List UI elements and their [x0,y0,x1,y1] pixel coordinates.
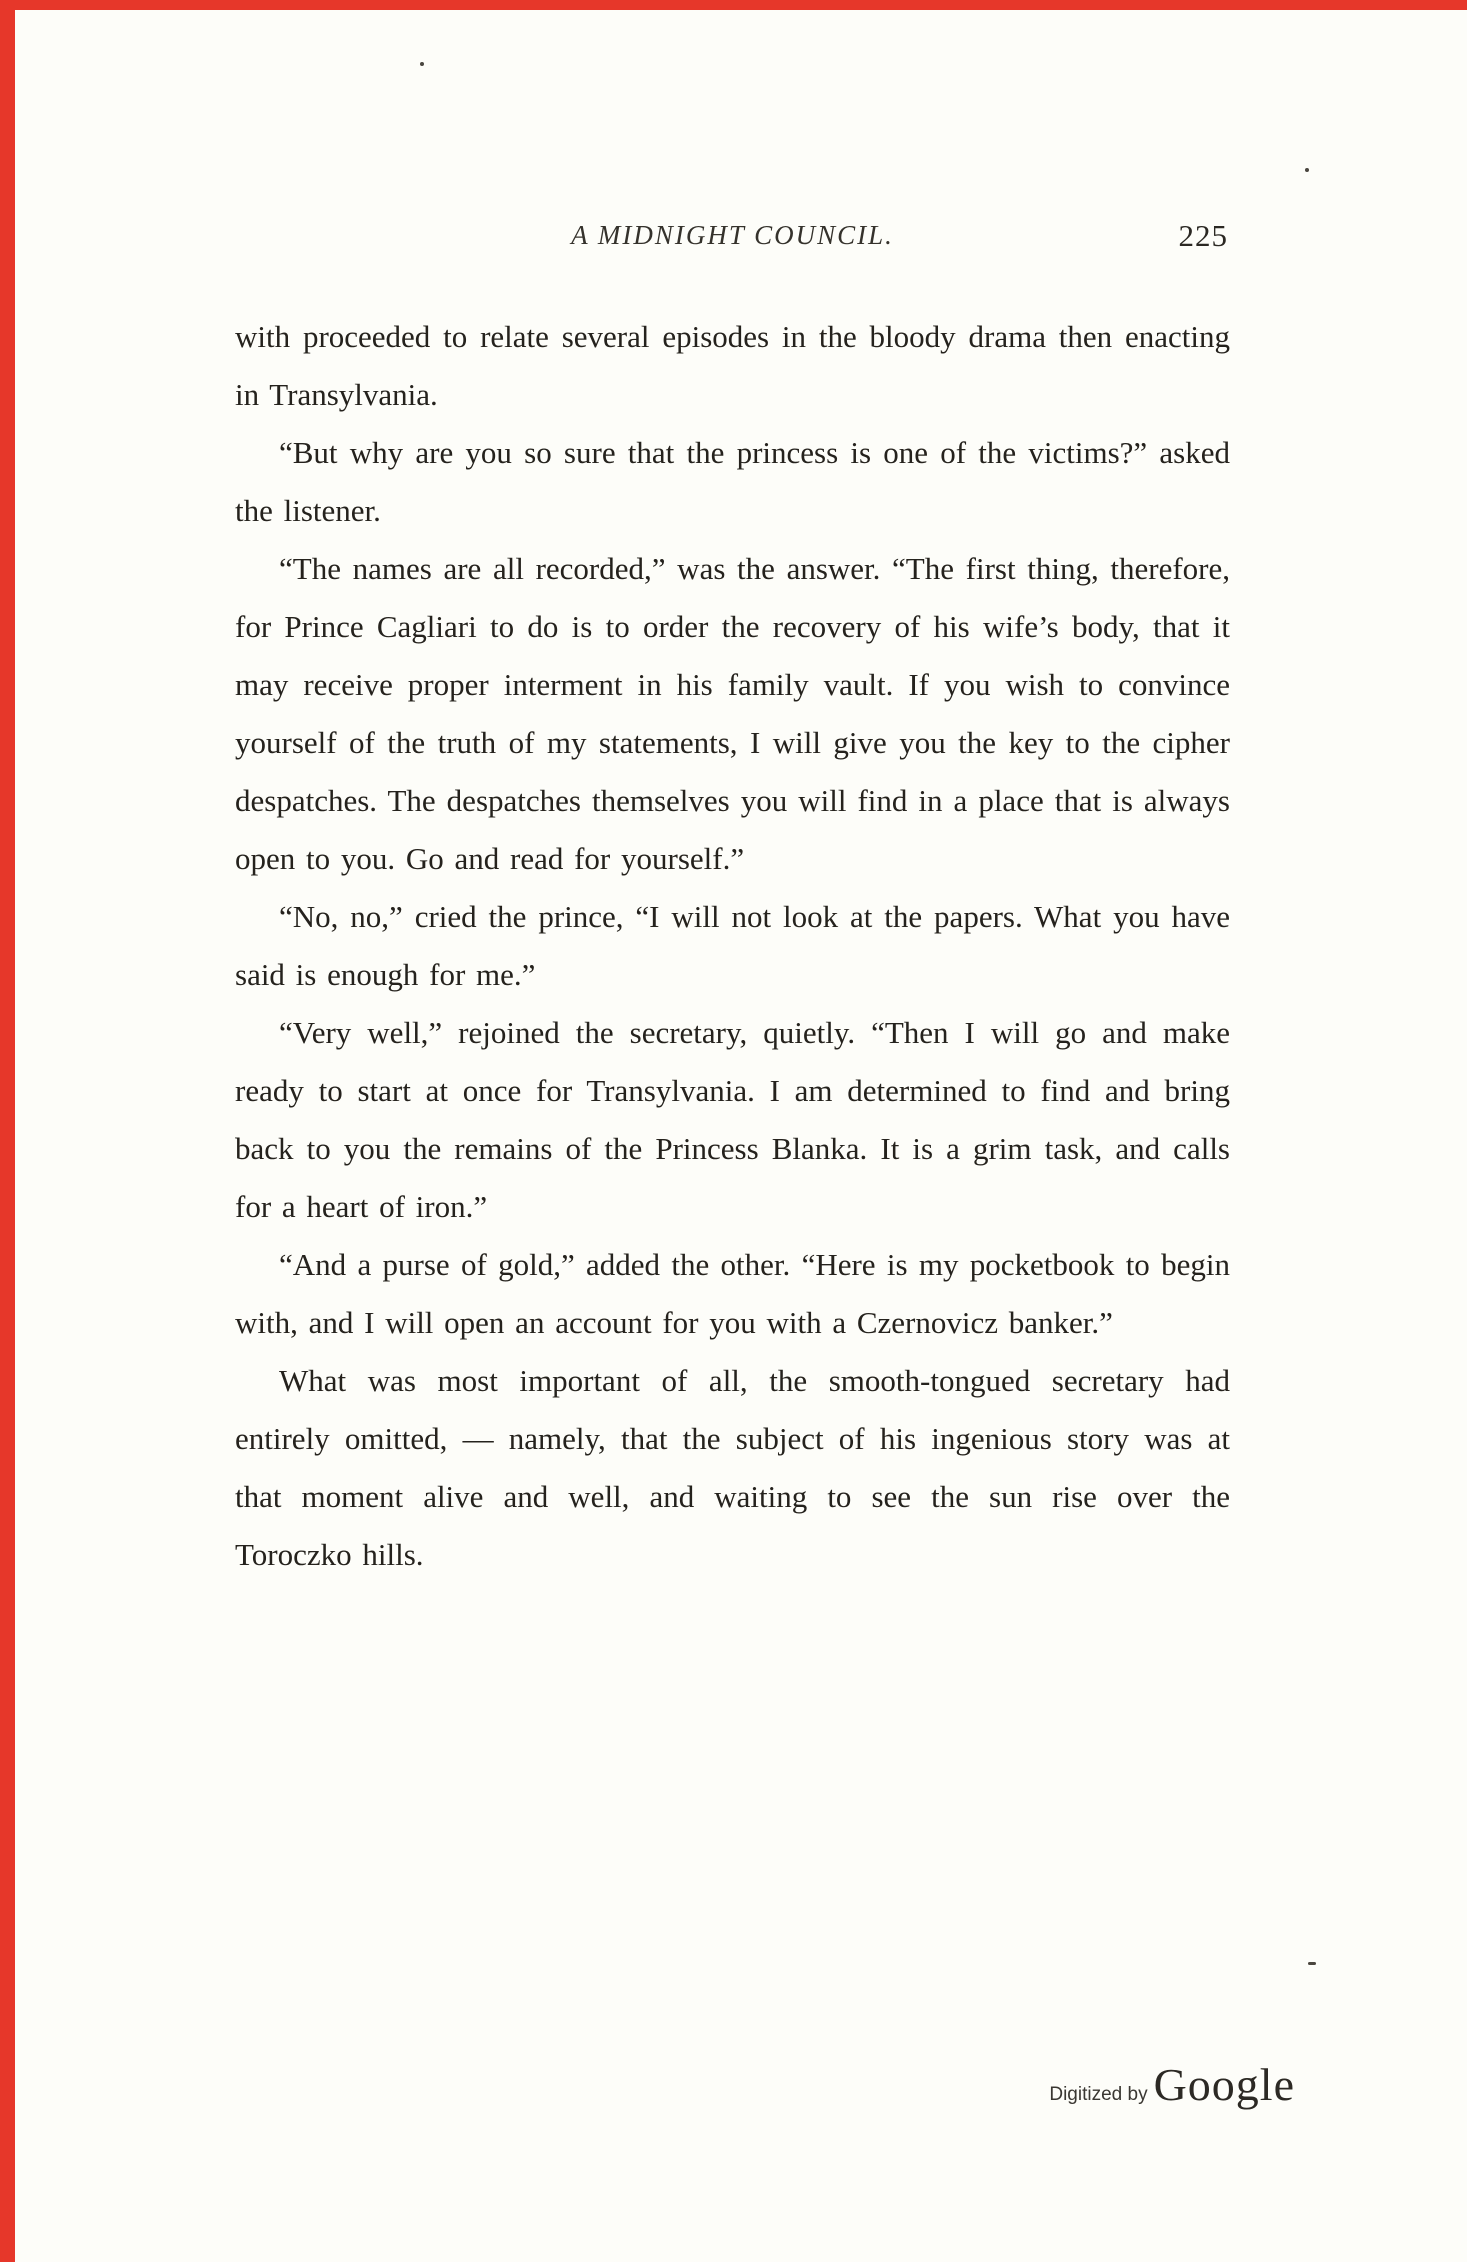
paragraph: with proceeded to relate several episodes in the bloody drama then enacting in Transylvania. [235,319,1230,412]
digitized-by-label: Digitized by [1049,2084,1148,2105]
google-logo: Google [1153,2059,1295,2110]
paragraph: “No, no,” cried the prince, “I will not look at the papers. What you have said is enough for me.” [235,899,1230,992]
scan-speck [1305,168,1309,172]
page-number: 225 [1178,218,1228,253]
running-header [235,220,1230,266]
scan-edge-top [0,0,1467,10]
digitized-footer [1049,2058,1295,2111]
paragraph: What was most important of all, the smooth-tongued secretary had entirely omitted, — namely, that the subject of his ingenious story was at that moment alive and well, and waiting to see the sun rise over the Toroczko hills. [235,1363,1230,1572]
scan-speck [420,62,424,66]
scan-edge-left [0,0,15,2262]
paragraph: “And a purse of gold,” added the other. “Here is my pocketbook to begin with, and I will open an account for you with a Czernovicz banker.” [235,1247,1230,1340]
paragraph: “The names are all recorded,” was the answer. “The first thing, therefore, for Prince Cagliari to do is to order the recovery of his wife’s body, that it may receive proper interment in his family vault. If you wish to convince yourself of the truth of my statements, I will give you the key to the cipher despatches. The despatches themselves you will find in a place that is always open to you. Go and read for yourself.” [235,551,1230,876]
scan-speck [1308,1962,1316,1965]
page-content [235,220,1230,1584]
paragraph: “Very well,” rejoined the secretary, quietly. “Then I will go and make ready to start at once for Transylvania. I am determined to find and bring back to you the remains of the Princess Blanka. It is a grim task, and calls for a heart of iron.” [235,1015,1230,1224]
body-text [235,308,1230,1584]
paragraph: “But why are you so sure that the princess is one of the victims?” asked the listener. [235,435,1230,528]
chapter-title: A MIDNIGHT COUNCIL. [571,220,894,250]
